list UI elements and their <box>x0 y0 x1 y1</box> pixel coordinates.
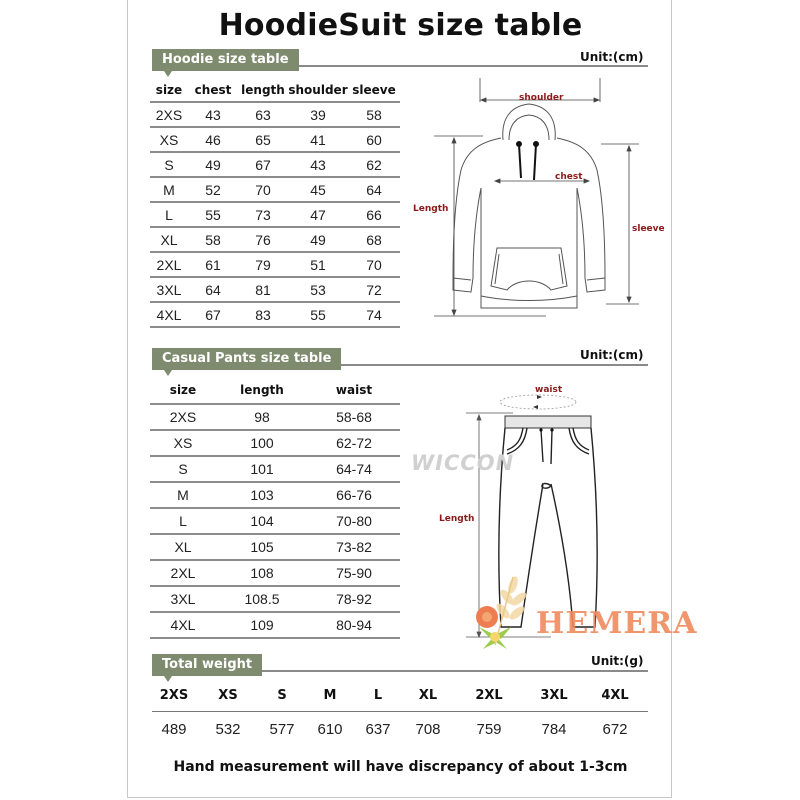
weight-value: 532 <box>215 721 241 738</box>
cell-shoulder: 49 <box>310 231 326 248</box>
pants-size-table <box>150 377 400 639</box>
cell-sleeve: 66 <box>366 206 382 223</box>
hemera-brand-watermark: HEMERA <box>536 606 698 641</box>
weight-size-header: M <box>323 688 337 703</box>
hoodie-diagram <box>401 78 661 328</box>
cell-shoulder: 39 <box>310 106 326 123</box>
table-row <box>150 456 400 482</box>
cell-sleeve: 74 <box>366 306 382 323</box>
table-row <box>150 560 400 586</box>
weight-value: 759 <box>476 721 502 738</box>
cell-length: 104 <box>250 513 274 529</box>
weight-unit-label: Unit:(g) <box>591 654 644 668</box>
hoodie-section-tab <box>152 49 299 71</box>
cell-size: XL <box>174 539 192 555</box>
cell-chest: 52 <box>205 181 221 198</box>
cell-waist: 62-72 <box>336 435 372 451</box>
table-row <box>150 127 400 152</box>
cell-waist: 70-80 <box>336 513 372 529</box>
table-row <box>150 482 400 508</box>
cell-chest: 67 <box>205 306 221 323</box>
cell-shoulder: 51 <box>310 256 326 273</box>
weight-size-header-row <box>150 688 646 703</box>
cell-shoulder: 43 <box>310 156 326 173</box>
table-row <box>150 612 400 638</box>
cell-waist: 73-82 <box>336 539 372 555</box>
pants-section-label: Casual Pants size table <box>162 351 332 366</box>
weight-value: 577 <box>269 721 295 738</box>
column-header: length <box>241 82 285 97</box>
hoodie-section-label: Hoodie size table <box>162 52 289 67</box>
weight-value: 610 <box>317 721 343 738</box>
cell-length: 83 <box>255 306 271 323</box>
cell-chest: 49 <box>205 156 221 173</box>
cell-shoulder: 53 <box>310 281 326 298</box>
weight-section-label: Total weight <box>162 657 253 672</box>
waist-dimension-label: waist <box>535 385 563 395</box>
weight-size-header: S <box>277 688 287 703</box>
cell-length: 103 <box>250 487 274 503</box>
column-header: waist <box>335 383 373 397</box>
measurement-disclaimer: Hand measurement will have discrepancy of about 1-3cm <box>173 759 628 775</box>
table-row <box>150 534 400 560</box>
cell-sleeve: 70 <box>366 256 382 273</box>
table-row <box>150 252 400 277</box>
cell-size: 4XL <box>170 617 196 633</box>
cell-length: 105 <box>250 539 274 555</box>
cell-shoulder: 45 <box>310 181 326 198</box>
weight-value: 489 <box>161 721 187 738</box>
size-chart-card <box>127 0 698 798</box>
table-row <box>150 152 400 177</box>
shoulder-dimension-label: shoulder <box>519 93 564 103</box>
cell-sleeve: 64 <box>366 181 382 198</box>
page-title: HoodieSuit size table <box>218 8 583 43</box>
wiccon-watermark: WICCON <box>411 451 515 475</box>
cell-size: M <box>177 487 189 503</box>
cell-size: 2XL <box>156 256 182 273</box>
weight-section-tab <box>152 654 262 676</box>
cell-length: 70 <box>255 181 271 198</box>
column-header: size <box>169 383 197 397</box>
chest-dimension-label: chest <box>555 172 583 182</box>
cell-length: 100 <box>250 435 274 451</box>
table-row <box>150 430 400 456</box>
cell-size: 3XL <box>170 591 196 607</box>
table-row <box>150 404 400 430</box>
cell-length: 67 <box>255 156 271 173</box>
table-row <box>150 202 400 227</box>
cell-length: 98 <box>254 409 270 425</box>
weight-size-header: L <box>373 688 383 703</box>
weight-size-header: XL <box>418 688 438 703</box>
table-row <box>150 227 400 252</box>
cell-chest: 55 <box>205 206 221 223</box>
table-row <box>150 302 400 327</box>
cell-length: 81 <box>255 281 271 298</box>
hoodie-unit-label: Unit:(cm) <box>580 50 644 64</box>
cell-waist: 80-94 <box>336 617 372 633</box>
cell-size: 2XS <box>169 409 197 425</box>
column-header: length <box>240 383 284 397</box>
column-header: chest <box>194 82 232 97</box>
cell-length: 73 <box>255 206 271 223</box>
weight-size-header: 2XL <box>475 688 503 703</box>
cell-chest: 43 <box>205 106 221 123</box>
cell-size: S <box>178 461 188 477</box>
column-header: sleeve <box>352 82 396 97</box>
cell-sleeve: 58 <box>366 106 382 123</box>
column-header: shoulder <box>288 82 348 97</box>
table-row <box>150 102 400 127</box>
cell-length: 65 <box>255 131 271 148</box>
cell-size: XL <box>160 231 178 248</box>
sleeve-dimension-label: sleeve <box>632 224 665 234</box>
weight-values-row <box>150 721 646 738</box>
weight-header-divider <box>152 711 648 712</box>
weight-size-header: 2XS <box>159 688 189 703</box>
cell-chest: 64 <box>205 281 221 298</box>
weight-size-header: 3XL <box>540 688 568 703</box>
cell-waist: 78-92 <box>336 591 372 607</box>
cell-sleeve: 72 <box>366 281 382 298</box>
cell-sleeve: 62 <box>366 156 382 173</box>
tab-notch <box>164 676 172 682</box>
cell-chest: 58 <box>205 231 221 248</box>
cell-size: L <box>165 206 173 223</box>
table-row <box>150 177 400 202</box>
cell-waist: 75-90 <box>336 565 372 581</box>
cell-length: 108.5 <box>244 591 280 607</box>
cell-size: M <box>163 181 175 198</box>
cell-shoulder: 41 <box>310 131 326 148</box>
cell-size: XS <box>173 435 193 451</box>
weight-value: 784 <box>541 721 567 738</box>
cell-waist: 64-74 <box>336 461 372 477</box>
cell-waist: 66-76 <box>336 487 372 503</box>
cell-size: 4XL <box>156 306 182 323</box>
weight-value: 708 <box>415 721 441 738</box>
cell-size: 2XL <box>170 565 196 581</box>
cell-chest: 61 <box>205 256 221 273</box>
cell-size: XS <box>159 131 179 148</box>
cell-length: 76 <box>255 231 271 248</box>
cell-length: 63 <box>255 106 271 123</box>
weight-value: 637 <box>365 721 391 738</box>
weight-size-header: XS <box>218 688 238 703</box>
cell-length: 79 <box>255 256 271 273</box>
hoodie-length-dimension-label: Length <box>413 204 449 214</box>
cell-sleeve: 68 <box>366 231 382 248</box>
cell-waist: 58-68 <box>336 409 372 425</box>
cell-shoulder: 55 <box>310 306 326 323</box>
cell-size: L <box>179 513 187 529</box>
tab-notch <box>164 71 172 77</box>
weight-size-header: 4XL <box>601 688 629 703</box>
cell-length: 109 <box>250 617 274 633</box>
weight-value: 672 <box>602 721 628 738</box>
cell-size: 2XS <box>155 106 183 123</box>
cell-length: 101 <box>250 461 274 477</box>
tab-notch <box>164 370 172 376</box>
pants-section-tab <box>152 348 341 370</box>
pants-length-dimension-label: Length <box>439 514 475 524</box>
table-header-row <box>150 377 400 404</box>
cell-size: S <box>164 156 174 173</box>
table-row <box>150 277 400 302</box>
flower-logo-icon <box>473 565 543 655</box>
cell-length: 108 <box>250 565 274 581</box>
table-row <box>150 508 400 534</box>
cell-size: 3XL <box>156 281 182 298</box>
table-row <box>150 586 400 612</box>
pants-unit-label: Unit:(cm) <box>580 348 644 362</box>
cell-shoulder: 47 <box>310 206 326 223</box>
column-header: size <box>155 82 183 97</box>
cell-chest: 46 <box>205 131 221 148</box>
table-header-row <box>150 78 400 102</box>
hoodie-size-table <box>150 78 400 328</box>
cell-sleeve: 60 <box>366 131 382 148</box>
